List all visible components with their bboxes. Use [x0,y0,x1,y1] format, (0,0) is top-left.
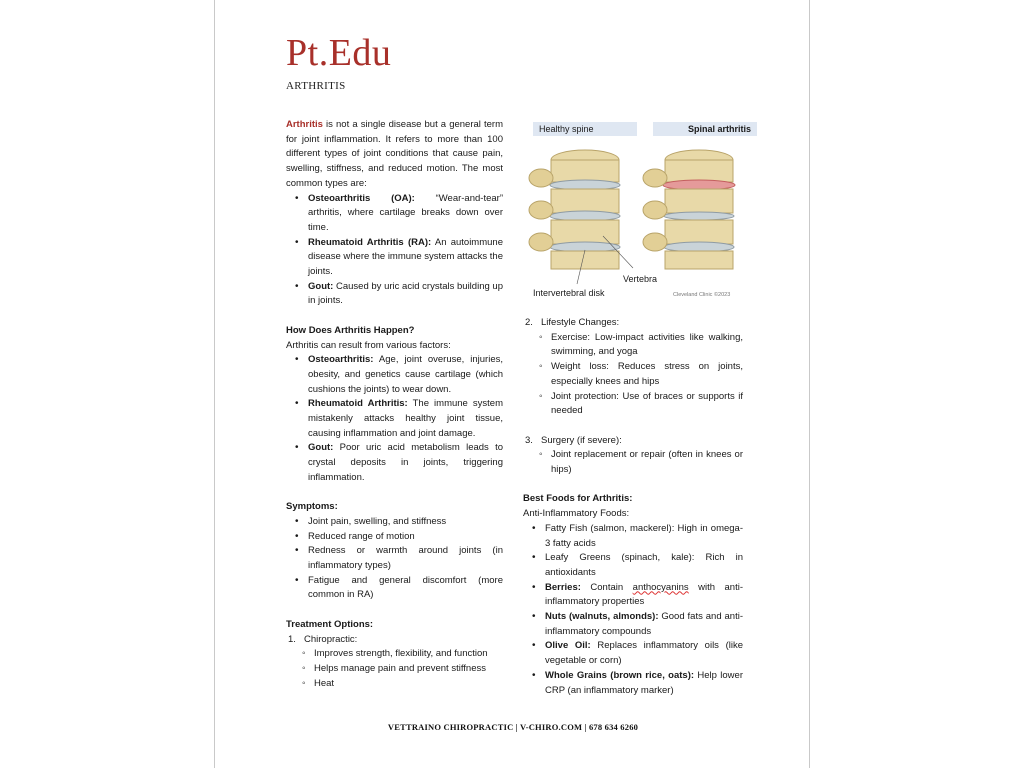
option-number: 3. [525,434,533,446]
list-item: ◦ Improves strength, flexibility, and function [286,647,503,662]
item-name: Gout: [308,280,334,292]
healthy-spine-image [529,150,620,269]
list-item [286,353,503,397]
arthritic-spine-image [643,150,735,269]
foods-lead: Anti-Inflammatory Foods: [523,508,630,520]
list-item: • Leafy Greens (spinach, kale): Rich in antioxidants [523,551,743,580]
list-item: • Redness or warmth around joints (in inflammatory types) [286,544,503,573]
list-item [523,669,743,698]
footer-contact: VETTRAINO CHIROPRACTIC | V-CHIRO.COM | 678 634 6260 [387,722,639,732]
how-heading: How Does Arthritis Happen? [286,324,415,336]
spellcheck-flagged-word: anthocyanins [632,581,689,593]
list-item [286,441,503,485]
option-number: 1. [288,633,296,645]
vertebra-label: Vertebra [623,274,658,284]
page-subtitle: ARTHRITIS [286,80,346,92]
healthy-spine-label: Healthy spine [533,122,637,136]
item-name: Osteoarthritis: [308,354,374,366]
intro-paragraph [286,118,503,192]
list-item: • Fatty Fish (salmon, mackerel): High in omega-3 fatty acids [523,522,743,551]
item-desc: “Wear-and-tear” arthritis, where cartilage breaks down over time. [308,192,503,233]
intro-text: is not a single disease but a general term for joint inflammation. It refers to more than 100 different types of joint conditions that cause pain, swelling, stiffness, and reduced motion. The most common types are: [286,119,503,189]
item-desc: Good fats and anti-inflammatory compounds [545,611,743,637]
item-desc: Poor uric acid metabolism leads to crystal deposits in joints, triggering inflammation. [308,442,503,483]
how-lead: Arthritis can result from various factors: [286,339,451,351]
list-item [286,236,503,280]
item-name: Rheumatoid Arthritis (RA): [308,236,432,248]
document-page [214,0,810,768]
intro-term: Arthritis [286,119,323,130]
item-desc: with anti-inflammatory properties [545,581,743,608]
symptoms-list [286,515,503,603]
right-column [523,316,743,698]
list-item [523,639,743,668]
item-name: Berries: [545,581,581,593]
list-item [523,581,743,610]
symptoms-heading: Symptoms: [286,501,338,513]
option-title: Surgery (if severe): [541,434,622,446]
item-desc: Caused by uric acid crystals building up in joints. [308,280,503,307]
list-item: • Reduced range of motion [286,530,503,545]
item-desc: The immune system mistakenly attacks healthy joint tissue, causing inflammation and joint damage. [308,398,503,439]
item-desc: Help lower CRP (an inflammatory marker) [545,669,743,696]
item-name: Gout: [308,442,334,454]
item-name: Nuts (walnuts, almonds): [545,611,659,623]
image-credit: Cleveland Clinic ©2023 [673,292,731,298]
list-item [523,610,743,639]
treatment-option-2 [523,316,743,331]
left-column [286,118,503,691]
item-desc: Replaces inflammatory oils (like vegetable or corn) [545,640,743,667]
option-title: Chiropractic: [304,633,358,645]
how-list [286,353,503,485]
list-item [286,280,503,309]
option-number: 2. [525,317,533,328]
treatment-option-1 [286,633,503,648]
treatment-heading: Treatment Options: [286,618,374,630]
chiropractic-list [286,647,503,691]
item-desc: An autoimmune disease where the immune system attacks the joints. [308,236,503,278]
list-item [286,192,503,236]
item-name: Olive Oil: [545,640,591,652]
item-desc: Contain [580,581,633,593]
logo-title: Pt.Edu [286,32,392,74]
lifestyle-list [523,331,743,419]
list-item [286,397,503,441]
item-name: Whole Grains (brown rice, oats): [545,669,695,681]
item-name: Osteoarthritis (OA): [308,192,415,204]
types-list [286,192,503,310]
list-item: ◦ Exercise: Low-impact activities like walking, swimming, and yoga [523,331,743,360]
item-name: Rheumatoid Arthritis: [308,398,408,410]
list-item: • Joint pain, swelling, and stiffness [286,515,503,530]
list-item: ◦ Helps manage pain and prevent stiffness [286,662,503,677]
item-desc: Age, joint overuse, injuries, obesity, and genetics cause cartilage (which cushions the joints) to wear down. [308,354,503,395]
option-title: Lifestyle Changes: [541,317,620,328]
spine-illustration [523,118,755,304]
list-item: ◦ Joint protection: Use of braces or supports if needed [523,390,743,419]
disk-label: Intervertebral disk [533,288,605,298]
treatment-option-3 [523,434,743,449]
spinal-arthritis-label: Spinal arthritis [653,122,757,136]
list-item: ◦ Weight loss: Reduces stress on joints, especially knees and hips [523,360,743,389]
foods-heading: Best Foods for Arthritis: [523,493,633,505]
foods-list [523,522,743,698]
list-item: ◦ Joint replacement or repair (often in knees or hips) [523,448,743,477]
surgery-list [523,448,743,477]
list-item: • Fatigue and general discomfort (more common in RA) [286,574,503,603]
list-item: ◦ Heat [286,677,503,692]
